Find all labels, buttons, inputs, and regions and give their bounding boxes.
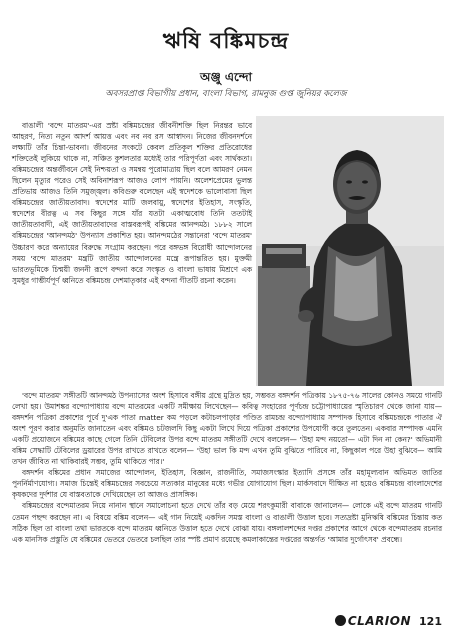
logo-mark-icon: [335, 615, 346, 626]
publisher-logo: [335, 614, 411, 628]
paragraph: বাঙালী 'বন্দে মাতরম'-এর স্রষ্টা বঙ্কিমচন্দ্রের জীবনীশক্তি ছিল নিরন্তর ভাবে আহরণ, নিত্য নতুন আদর্শ আয়ত্ত এবং নব নব রস আস্বাদন। নিজের জীবনদর্শনে লক্ষ্যটি তাঁর চিন্তা-ভাবনা। জীবনের সংকটে কেবল প্রতিকূল শক্তির প্রতিরোধের শক্তিতেই লুকিয়ে থাকে না, সঞ্চিত কুশলতার মধ্যেই তার পরিপূর্ণতা এবং সার্থকতা। বঙ্কিমচন্দ্রের অন্তর্জীবনে সেই নিশ্চয়তা ও সমন্বয় পুরোমাত্রায় ছিল বলে আমরণ নেমন ছিলেন মৃত্যুর পরেও সেই অবিনাশরূপ আজও লোপ পায়নি। অলেশপ্রেমের ভুলন্ত প্রতিভায় আজও তিনি সমুজ্জ্বল। কবিগুরু বলেছেন এই স্বদেশকে ভালোবাসা ছিল বঙ্কিমচন্দ্রের জাতীয়তাবাদ। স্বদেশের মাটি জলবায়ু, স্বদেশের ইতিহাস, সংস্কৃতি, স্বদেশের বীরত্ব এ সব কিছুর সঙ্গে যাঁর যতটা একাত্মবোধ তিনি ততটাই জাতীয়তাবাদী, এই জাতীয়তাবাদের বাস্তবরূপই বঙ্কিমের আনন্দমঠ। ১৮৮২ সালে বঙ্কিমচন্দ্রের 'আনন্দমঠ' উপন্যাস প্রকাশিত হয়। আনন্দমঠের সন্তানেরা 'বন্দে মাতরম' উচ্চারণ করে অন্যায়ের বিরুদ্ধে সংগ্রাম করছেন। পরে বঙ্গভঙ্গ বিরোধী আন্দোলনের সময় 'বন্দে মাতরম' মন্ত্রটি জাতীয় আন্দোলনের মন্ত্রে রূপান্তরিত হয়। মুক্তমী ভারতভূমিকে চিন্ময়ী জননী রূপে বন্দনা করে সংস্কৃত ও বাংলা ভাষায় মিশ্রণে এক সুমধুর গাম্ভীর্যপূর্ণ ধ্বনিতে বঙ্কিমচন্দ্র দেশমাতৃকার এই বন্দনা গীতটি রচনা করেন।: [12, 121, 252, 285]
author-affiliation: অবসরপ্রাপ্ত বিভাগীয় প্রধান, বাংলা বিভাগ, রামনুজ গুপ্ত জুনিয়র কলেজ: [105, 89, 347, 99]
paragraph: বঙ্কিমচন্দ্রের বন্দেমাতরম নিয়ে নানান স্থানে সমালোচনা হতে দেখে তাঁর বড় মেয়ে শরৎকুমারী বাবাকে জানালেন— লোকে এই বন্দে মাতরম গানটি তেমন পছন্দ করছেন না। এ বিষয়ে বঙ্কিম বলেন— এই গান নিয়েই একদিন সমস্ত বাংলা ও বাঙালী উত্তাল হবে। সত্যদ্রষ্টা মুনিঋষি বঙ্কিমের চিন্তায় কত সঠিক ছিল তা বাংলা তথা ভারতকে বন্দে মাতরম ধ্বনিতে উত্তাল হতে দেখে বোঝা যায়। বঙ্গলালশব্দের দপ্তর প্রকাশের আগে থেকে বন্দেমাতরম রচনার এক মানসিক প্রস্তুতি যে বঙ্কিমের ভেতরে ভেতরে চলছিল তার স্পষ্ট প্রমাণ রয়েছে কমলাকান্তের দপ্তরের অন্তর্গত 'আমার দুর্গোৎসব' প্রবন্ধে।: [12, 501, 442, 544]
portrait-illustration: [256, 116, 444, 386]
article-body-column: [12, 120, 252, 286]
page-number: 121: [419, 614, 442, 628]
paragraph: 'বন্দে মাতরম' সঙ্গীতটি আনন্দমঠ উপন্যাসের অংশ হিসাবে বঙ্গীয় গ্রন্থে মুদ্রিত হয়, সম্ভবত বঙ্গদর্শন পত্রিকায় ১৮৭৫-৭৬ সালের কোনও সময়ে গানটি লেখা হয়। উমাশঙ্কর বন্দ্যোপাধ্যায় বন্দে মাতরমের একটি সমীক্ষায় লিখেছেন— কবিত্ব সংহারের পূর্ণচন্দ্র চট্টোপাধ্যায়ের স্মৃতিচারণ থেকে জানা যায়— বঙ্গদর্শন পত্রিকা প্রকাশের পূর্বে দু'এক পাতা matter কম পড়লে কটাচলপাড়ার পণ্ডিত রামচন্দ্র বন্দ্যোপাধ্যায় সম্পাদক হিসাবে বঙ্কিমচন্দ্রকে পাতার ঐ অংশ পূরণ করার অনুমতি জানাতেন এবং বঙ্কিমও চটজলদি কিছু একটা লিখে দিয়ে পত্রিকা প্রকাশের উপযোগী করে তুলতেন। একবার সম্পাদক এমনি একটি প্রয়োজনে বঙ্কিমের কাছে গেলে তিনি টেবিলের উপর বন্দে মাতরম সঙ্গীতটি দেখে বললেন— 'উহা মন্দ নয়তো— এটা দিন না কেন?' অভিমানী বঙ্কিম সেদ্ধাটি টেবিলের ড্রয়ারের উপর রাখতে রাখতে বলেন— 'উহা ভাল কি মন্দ এখন তুমি বুঝিতে পারিবে না, কিছুকাল পরে উহা বুঝিবে— আমি তখন জীবিত না থাকিবারই সম্ভব, তুমি থাকিতে পার।': [12, 391, 442, 467]
logo-text: CLARION: [347, 614, 412, 628]
author-name: অঞ্জু এন্দো: [200, 70, 252, 84]
article-title: ঋষি বঙ্কিমচন্দ্র: [162, 28, 290, 54]
article-body-full: [12, 390, 442, 545]
portrait-image: [256, 116, 444, 386]
page-footer: [335, 611, 442, 631]
paragraph: বঙ্গদর্শন বঙ্কিমের প্রধান সমাজের আন্দোলন, ইতিহাস, বিজ্ঞান, রাজনীতি, সমাজসংস্কার ইত্যাদি প্রসঙ্গে তাঁর মহামূল্যবান অভিমত জাতির পুনর্নির্মাণযোগ্য। সমাজ চিন্তেই বঙ্কিমচন্দ্রের সবচেয়ে সত্যকার মানুষের মধ্যে গভীর যোগাযোগ ছিল। মার্কসবাদে দীক্ষিত না হয়েও বঙ্কিমচন্দ্র বাংলাদেশের কৃষকদের দুর্দশার যে বাস্তবতাকে দেখিয়েছেন তা আজও প্রাসঙ্গিক।: [12, 468, 442, 500]
